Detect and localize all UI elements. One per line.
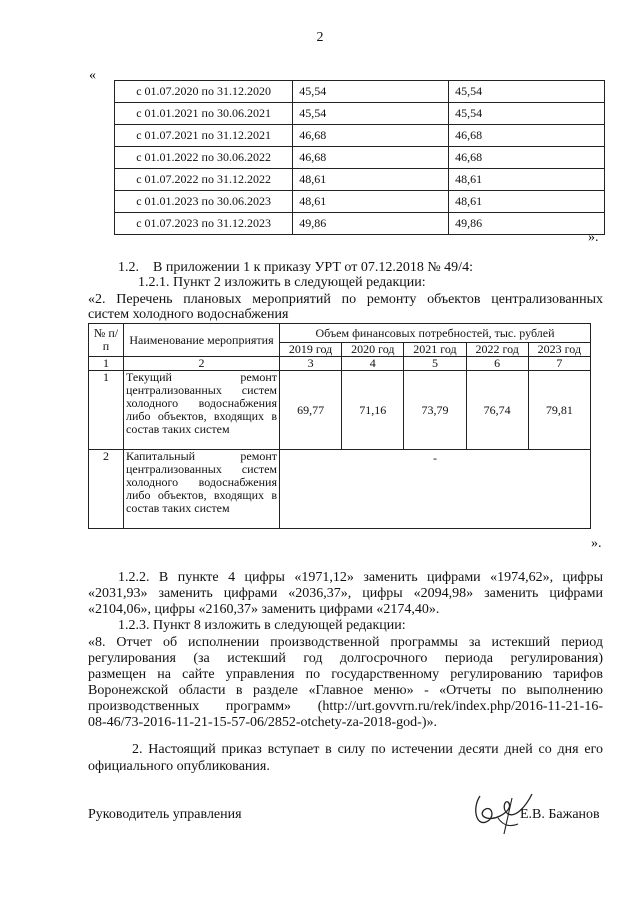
tariff-value-1: 45,54	[293, 103, 449, 125]
tariff-value-2: 49,86	[449, 213, 605, 235]
item-1-2-1: 1.2.1. Пункт 2 изложить в следующей редакции:	[138, 275, 426, 290]
tariff-row	[115, 125, 605, 147]
column-number: 6	[466, 357, 528, 371]
item-1-2-3: 1.2.3. Пункт 8 изложить в следующей редакции:	[118, 618, 406, 633]
header-name: Наименование мероприятия	[124, 324, 280, 357]
header-year: 2022 год	[466, 343, 528, 357]
item-1-2-2-line2: «2031,93» заменить цифрами «2036,37», цифры «2094,98» заменить цифрами	[88, 586, 603, 601]
tariff-period: с 01.01.2021 по 30.06.2021	[115, 103, 293, 125]
header-year: 2020 год	[342, 343, 404, 357]
column-number: 1	[89, 357, 124, 371]
header-year: 2021 год	[404, 343, 466, 357]
item8-line4: Воронежской области в разделе «Главное меню» - «Отчеты по выполнению	[88, 683, 603, 698]
column-number: 3	[280, 357, 342, 371]
item-1-2-2-line1: 1.2.2. В пункте 4 цифры «1971,12» заменить цифрами «1974,62», цифры	[118, 570, 603, 585]
column-number: 2	[124, 357, 280, 371]
list-title-line1: «2. Перечень плановых мероприятий по ремонту объектов централизованных	[88, 292, 603, 307]
tariff-period: с 01.01.2023 по 30.06.2023	[115, 191, 293, 213]
tariff-period: с 01.07.2021 по 31.12.2021	[115, 125, 293, 147]
row1-value-2022: 76,74	[466, 371, 528, 450]
tariff-period: с 01.07.2023 по 31.12.2023	[115, 213, 293, 235]
tariff-value-1: 46,68	[293, 147, 449, 169]
tariff-value-1: 48,61	[293, 191, 449, 213]
signature-name: Е.В. Бажанов	[520, 807, 600, 822]
header-volume: Объем финансовых потребностей, тыс. рублей	[280, 324, 591, 343]
item-1-2: 1.2. В приложении 1 к приказу УРТ от 07.12.2018 № 49/4:	[118, 260, 473, 275]
tariff-value-1: 46,68	[293, 125, 449, 147]
item2-line2: официального опубликования.	[88, 759, 270, 774]
item-1-2-2-line3: «2104,06», цифры «2160,37» заменить цифрами «2174,40».	[88, 602, 440, 617]
row1-value-2020: 71,16	[342, 371, 404, 450]
row1-value-2019: 69,77	[280, 371, 342, 450]
row1-name: Текущий ремонт централизованных систем холодного водоснабжения либо объектов, входящих в состав таких систем	[124, 371, 280, 450]
tariff-row	[115, 213, 605, 235]
tariff-value-2: 48,61	[449, 169, 605, 191]
tariff-value-1: 49,86	[293, 213, 449, 235]
column-number: 5	[404, 357, 466, 371]
header-year: 2023 год	[528, 343, 590, 357]
row1-value-2023: 79,81	[528, 371, 590, 450]
tariff-period: с 01.07.2022 по 31.12.2022	[115, 169, 293, 191]
item8-line1: «8. Отчет об исполнении производственной программы за истекший период	[88, 635, 603, 650]
quote-open: «	[89, 68, 96, 83]
row1-num: 1	[89, 371, 124, 450]
item8-line3: размещен на сайте управления по государственному регулированию тарифов	[88, 667, 603, 682]
row2-num: 2	[89, 450, 124, 529]
column-number: 4	[342, 357, 404, 371]
tariff-value-1: 48,61	[293, 169, 449, 191]
tariff-row	[115, 191, 605, 213]
quote-close-2: ».	[591, 536, 602, 551]
tariff-table	[114, 80, 605, 235]
tariff-value-2: 46,68	[449, 147, 605, 169]
page-number: 2	[316, 30, 324, 45]
quote-close: ».	[588, 230, 599, 245]
signature-position: Руководитель управления	[88, 807, 242, 822]
item2-line1: 2. Настоящий приказ вступает в силу по истечении десяти дней со дня его	[132, 742, 603, 757]
tariff-value-2: 45,54	[449, 103, 605, 125]
item8-line6: 08-46/73-2016-11-21-15-57-06/2852-otchety-za-2018-god-)».	[88, 715, 438, 730]
tariff-value-2: 46,68	[449, 125, 605, 147]
tariff-value-2: 48,61	[449, 191, 605, 213]
item8-line2: регулирования (за истекший год долгосрочного периода регулирования)	[88, 651, 603, 666]
row2-name: Капитальный ремонт централизованных систем холодного водоснабжения либо объектов, входящих в состав таких систем	[124, 450, 280, 529]
tariff-value-1: 45,54	[293, 81, 449, 103]
tariff-row	[115, 147, 605, 169]
measures-table	[88, 323, 591, 529]
row1-value-2021: 73,79	[404, 371, 466, 450]
tariff-value-2: 45,54	[449, 81, 605, 103]
list-title-line2: систем холодного водоснабжения	[88, 307, 289, 322]
tariff-period: с 01.07.2020 по 31.12.2020	[115, 81, 293, 103]
tariff-row	[115, 169, 605, 191]
item8-line5: производственных программ» (http://urt.govvrn.ru/rek/index.php/2016-11-21-16-	[88, 699, 603, 714]
row2-dash: -	[280, 450, 591, 529]
tariff-period: с 01.01.2022 по 30.06.2022	[115, 147, 293, 169]
header-year: 2019 год	[280, 343, 342, 357]
column-number: 7	[528, 357, 590, 371]
header-num: № п/п	[89, 324, 124, 357]
tariff-row	[115, 81, 605, 103]
tariff-row	[115, 103, 605, 125]
